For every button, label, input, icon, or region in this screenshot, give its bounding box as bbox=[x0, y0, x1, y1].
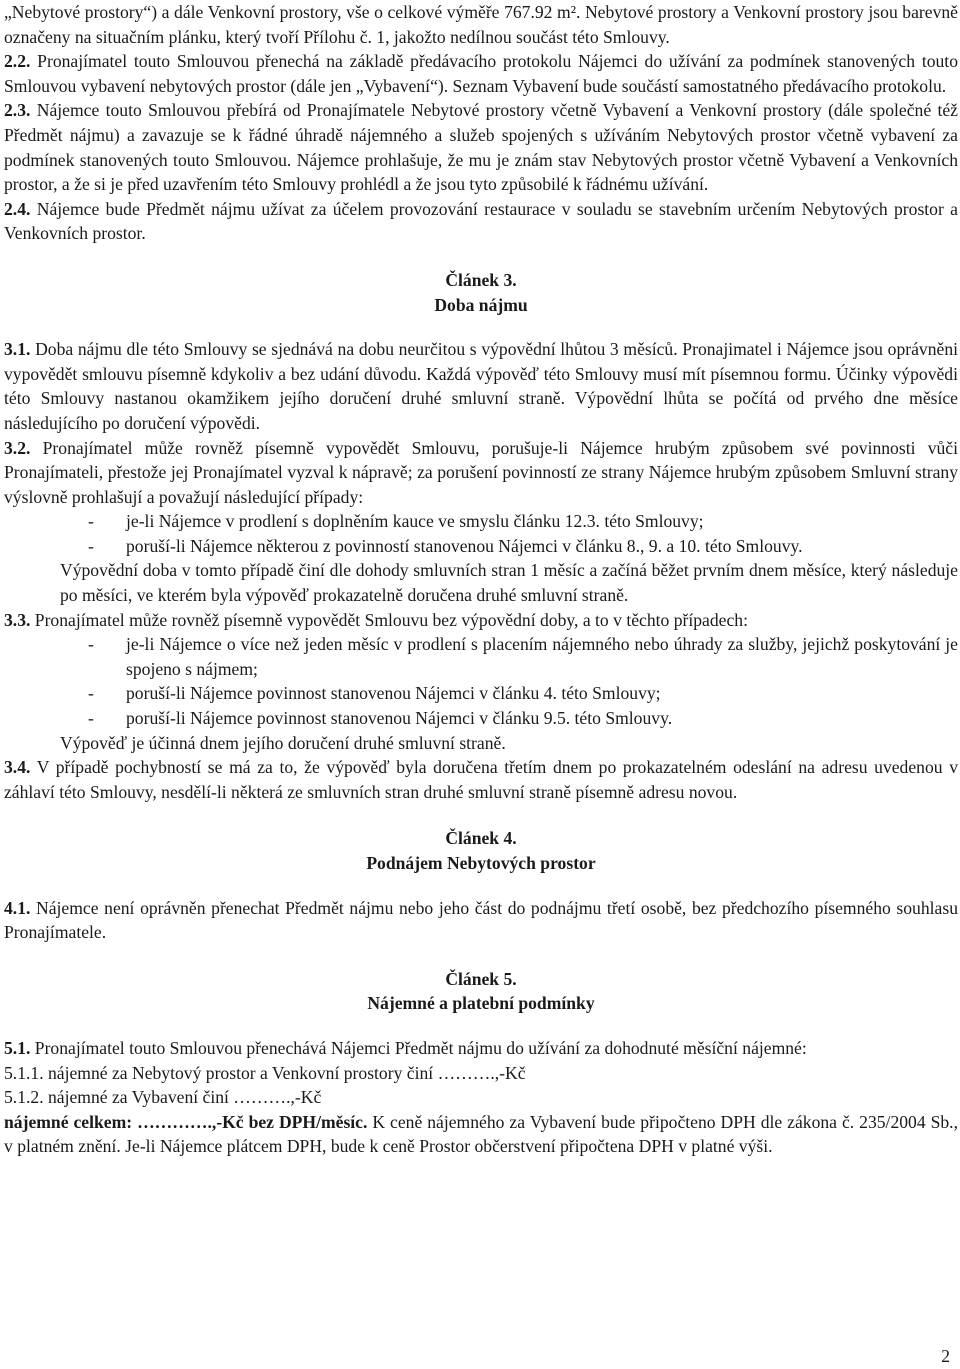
rent-total-text: K ceně nájemného za Vybavení bude připočteno DPH dle zákona č. 235/2004 Sb., v platném znění. Je-li Nájemce plátcem DPH, bude k ceně Prostor občerstvení připočtena DPH v platné výši. bbox=[4, 1111, 958, 1157]
article-number: Článek 3. bbox=[445, 269, 517, 290]
section-2-3 bbox=[4, 98, 958, 196]
list-item: - poruší-li Nájemce povinnost stanovenou Nájemci v článku 4. této Smlouvy; bbox=[88, 681, 958, 706]
article-title: Doba nájmu bbox=[434, 294, 528, 315]
section-3-3-effect: Výpověď je účinná dnem jejího doručení druhé smluvní straně. bbox=[60, 732, 506, 753]
list-item: - poruší-li Nájemce povinnost stanovenou Nájemci v článku 9.5. této Smlouvy. bbox=[88, 706, 958, 731]
section-text: Pronajímatel může rovněž písemně vypovědět Smlouvu bez výpovědní doby, a to v těchto případech: bbox=[30, 609, 748, 630]
article-4-heading bbox=[4, 826, 958, 875]
section-2-4 bbox=[4, 197, 958, 246]
section-3-1 bbox=[4, 337, 958, 435]
section-text: Nájemce touto Smlouvou přebírá od Pronajímatele Nebytové prostory včetně Vybavení a Venkovní prostory (dále společné též Předmět nájmu) a zavazuje se k řádné úhradě nájemného a služeb spojených s užíváním Nebytových prostor včetně vybavení za podmínek stanovených touto Smlouvou. Nájemce prohlašuje, že mu je znám stav Nebytových prostor včetně Vybavení a Venkovních prostor, a že si je před uzavřením této Smlouvy prohlédl a že jsou tyto způsobilé k řádnému užívání. bbox=[4, 100, 958, 195]
section-number: 3.4. bbox=[4, 757, 31, 778]
list-item: - je-li Nájemce o více než jeden měsíc v prodlení s placením nájemného nebo úhrady za služby, jejichž poskytování je spojeno s nájmem; bbox=[88, 632, 958, 681]
section-text: Nájemce není oprávněn přenechat Předmět nájmu nebo jeho část do podnájmu třetí osobě, bez předchozího písemného souhlasu Pronajímatele. bbox=[4, 897, 958, 943]
article-title: Nájemné a platební podmínky bbox=[367, 993, 595, 1014]
section-text: Doba nájmu dle této Smlouvy se sjednává na dobu neurčitou s výpovědní lhůtou 3 měsíců. Pronajimatel i Nájemce jsou oprávněni vypovědět smlouvu písemně kdykoliv a bez udání důvodu. Každá výpověď této Smlouvy musí mít písemnou formu. Účinky výpovědi této Smlouvy nastanou okamžikem jejího doručení druhé smluvní straně. Výpovědní lhůta se počítá od prvého dne měsíce následujícího po doručení výpovědi. bbox=[4, 339, 958, 433]
article-number: Článek 5. bbox=[445, 968, 517, 989]
section-3-3-list bbox=[4, 632, 958, 730]
list-item: - je-li Nájemce v prodlení s doplněním kauce ve smyslu článku 12.3. této Smlouvy; bbox=[88, 509, 958, 534]
section-4-1 bbox=[4, 896, 958, 945]
section-text: Pronajímatel touto Smlouvou přenechá na základě předávacího protokolu Nájemci do užívání za podmínek stanovených touto Smlouvou vybavení nebytových prostor (dále jen „Vybavení“). Seznam Vybavení bude součástí samostatného předávacího protokolu. bbox=[4, 51, 958, 96]
section-3-2 bbox=[4, 436, 958, 510]
section-3-2-list bbox=[4, 509, 958, 558]
section-2-2 bbox=[4, 49, 958, 98]
section-number: 2.4. bbox=[4, 198, 31, 219]
section-3-4 bbox=[4, 755, 958, 804]
section-text: Pronajímatel může rovněž písemně vypovědět Smlouvu, porušuje-li Nájemce hrubým způsobem své povinnosti vůči Pronajímateli, přestože jej Pronajímatel vyzval k nápravě; za porušení povinností ze strany Nájemce hrubým způsobem Smluvní strany výslovně prohlašují a považují následující případy: bbox=[4, 437, 958, 507]
section-number: 2.2. bbox=[4, 51, 31, 72]
intro-paragraph: „Nebytové prostory“) a dále Venkovní prostory, vše o celkové výměře 767.92 m². Nebytové prostory a Venkovní prostory jsou barevně označeny na situačním plánku, který tvoří Přílohu č. 1, jakožto nedílnou součást této Smlouvy. bbox=[4, 2, 958, 47]
page-number: 2 bbox=[941, 1346, 950, 1366]
rent-total-label: nájemné celkem: ………….,-Kč bez DPH/měsíc. bbox=[4, 1111, 368, 1132]
section-text: Pronajímatel touto Smlouvou přenechává Nájemci Předmět nájmu do užívání za dohodnuté měsíční nájemné: bbox=[30, 1037, 807, 1058]
article-5-heading bbox=[4, 967, 958, 1016]
section-5-1 bbox=[4, 1036, 958, 1061]
section-3-2-notice-period: Výpovědní doba v tomto případě činí dle dohody smluvních stran 1 měsíc a začíná běžet prvním dnem měsíce, který následuje po měsíci, ve kterém byla výpověď prokazatelně doručena druhé smluvní straně. bbox=[60, 560, 958, 606]
article-title: Podnájem Nebytových prostor bbox=[366, 853, 596, 873]
section-3-3 bbox=[4, 608, 958, 633]
section-number: 5.1. bbox=[4, 1037, 31, 1058]
section-number: 2.3. bbox=[4, 100, 31, 121]
rent-total bbox=[4, 1110, 958, 1159]
list-item: - poruší-li Nájemce některou z povinností stanovenou Nájemci v článku 8., 9. a 10. této Smlouvy. bbox=[88, 534, 958, 559]
article-number: Článek 4. bbox=[445, 828, 517, 849]
section-number: 3.3. bbox=[4, 609, 31, 630]
section-number: 4.1. bbox=[4, 897, 31, 918]
rent-line-premises: 5.1.1. nájemné za Nebytový prostor a Venkovní prostory činí ……….,-Kč bbox=[4, 1062, 526, 1083]
rent-line-equipment: 5.1.2. nájemné za Vybavení činí ……….,-Kč bbox=[4, 1087, 322, 1108]
section-text: Nájemce bude Předmět nájmu užívat za účelem provozování restaurace v souladu se stavebním určením Nebytových prostor a Venkovních prostor. bbox=[4, 198, 958, 244]
document-page bbox=[4, 0, 958, 1159]
article-3-heading bbox=[4, 268, 958, 317]
section-number: 3.2. bbox=[4, 437, 31, 458]
section-text: V případě pochybností se má za to, že výpověď byla doručena třetím dnem po prokazatelném odeslání na adresu uvedenou v záhlaví této Smlouvy, nesdělí-li některá ze smluvních stran druhé smluvní straně písemně adresu novou. bbox=[4, 757, 958, 802]
section-number: 3.1. bbox=[4, 339, 31, 360]
